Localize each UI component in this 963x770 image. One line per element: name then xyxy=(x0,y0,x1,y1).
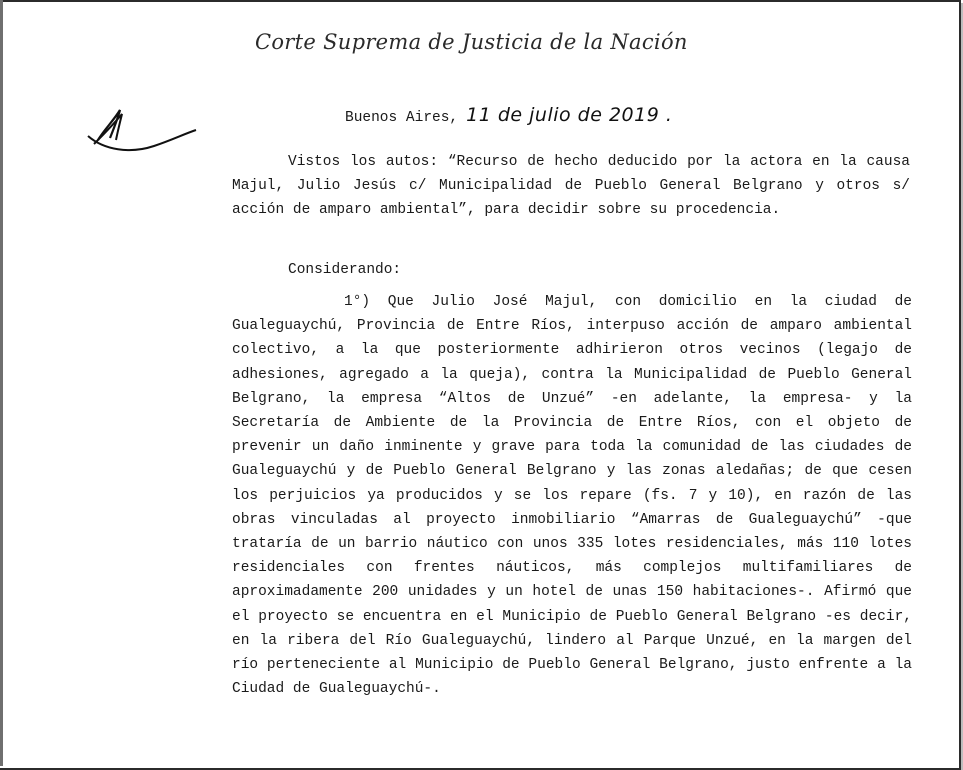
dateline xyxy=(345,104,672,126)
page-left-edge xyxy=(0,0,3,766)
dateline-place: Buenos Aires, xyxy=(345,110,459,126)
court-heading: Corte Suprema de Justicia de la Nación xyxy=(255,30,688,54)
signature-rubric-icon xyxy=(84,100,204,160)
handwritten-date: 11 de julio de 2019 . xyxy=(466,104,673,126)
first-considerando-paragraph: 1°) Que Julio José Majul, con domicilio en la ciudad de Gualeguaychú, Provincia de Entre Ríos, interpuso acción de amparo ambiental colectivo, a la que posteriormente adhirieron otros vecinos (legajo de adhesiones, agregado a la queja), contra la Municipalidad de Pueblo General Belgrano, la empresa “Altos de Unzué” -en adelante, la empresa- y la Secretaría de Ambiente de la Provincia de Entre Ríos, con el objeto de prevenir un daño inminente y grave para toda la comunidad de las ciudades de Gualeguaychú y de Pueblo General Belgrano y las zonas aledañas; de que cesen los perjuicios ya producidos y se los repare (fs. 7 y 10), en razón de las obras vinculadas al proyecto inmobiliario “Amarras de Gualeguaychú” -que trataría de un barrio náutico con unos 335 lotes residenciales, más 110 lotes residenciales con frentes náuticos, más complejos multifamiliares de aproximadamente 200 unidades y un hotel de unas 150 habitaciones-. Afirmó que el proyecto se encuentra en el Municipio de Pueblo General Belgrano -es decir, en la ribera del Río Gualeguaychú, lindero al Parque Unzué, en la margen del río perteneciente al Municipio de Pueblo General Belgrano, justo enfrente a la Ciudad de Gualeguaychú-. xyxy=(232,294,912,698)
considerando-heading: Considerando: xyxy=(288,262,402,278)
vistos-paragraph: Vistos los autos: “Recurso de hecho deducido por la actora en la causa Majul, Julio Jesús c/ Municipalidad de Pueblo General Belgrano y otros s/ acción de amparo ambiental”, para decidir sobre su procedencia. xyxy=(232,154,910,219)
